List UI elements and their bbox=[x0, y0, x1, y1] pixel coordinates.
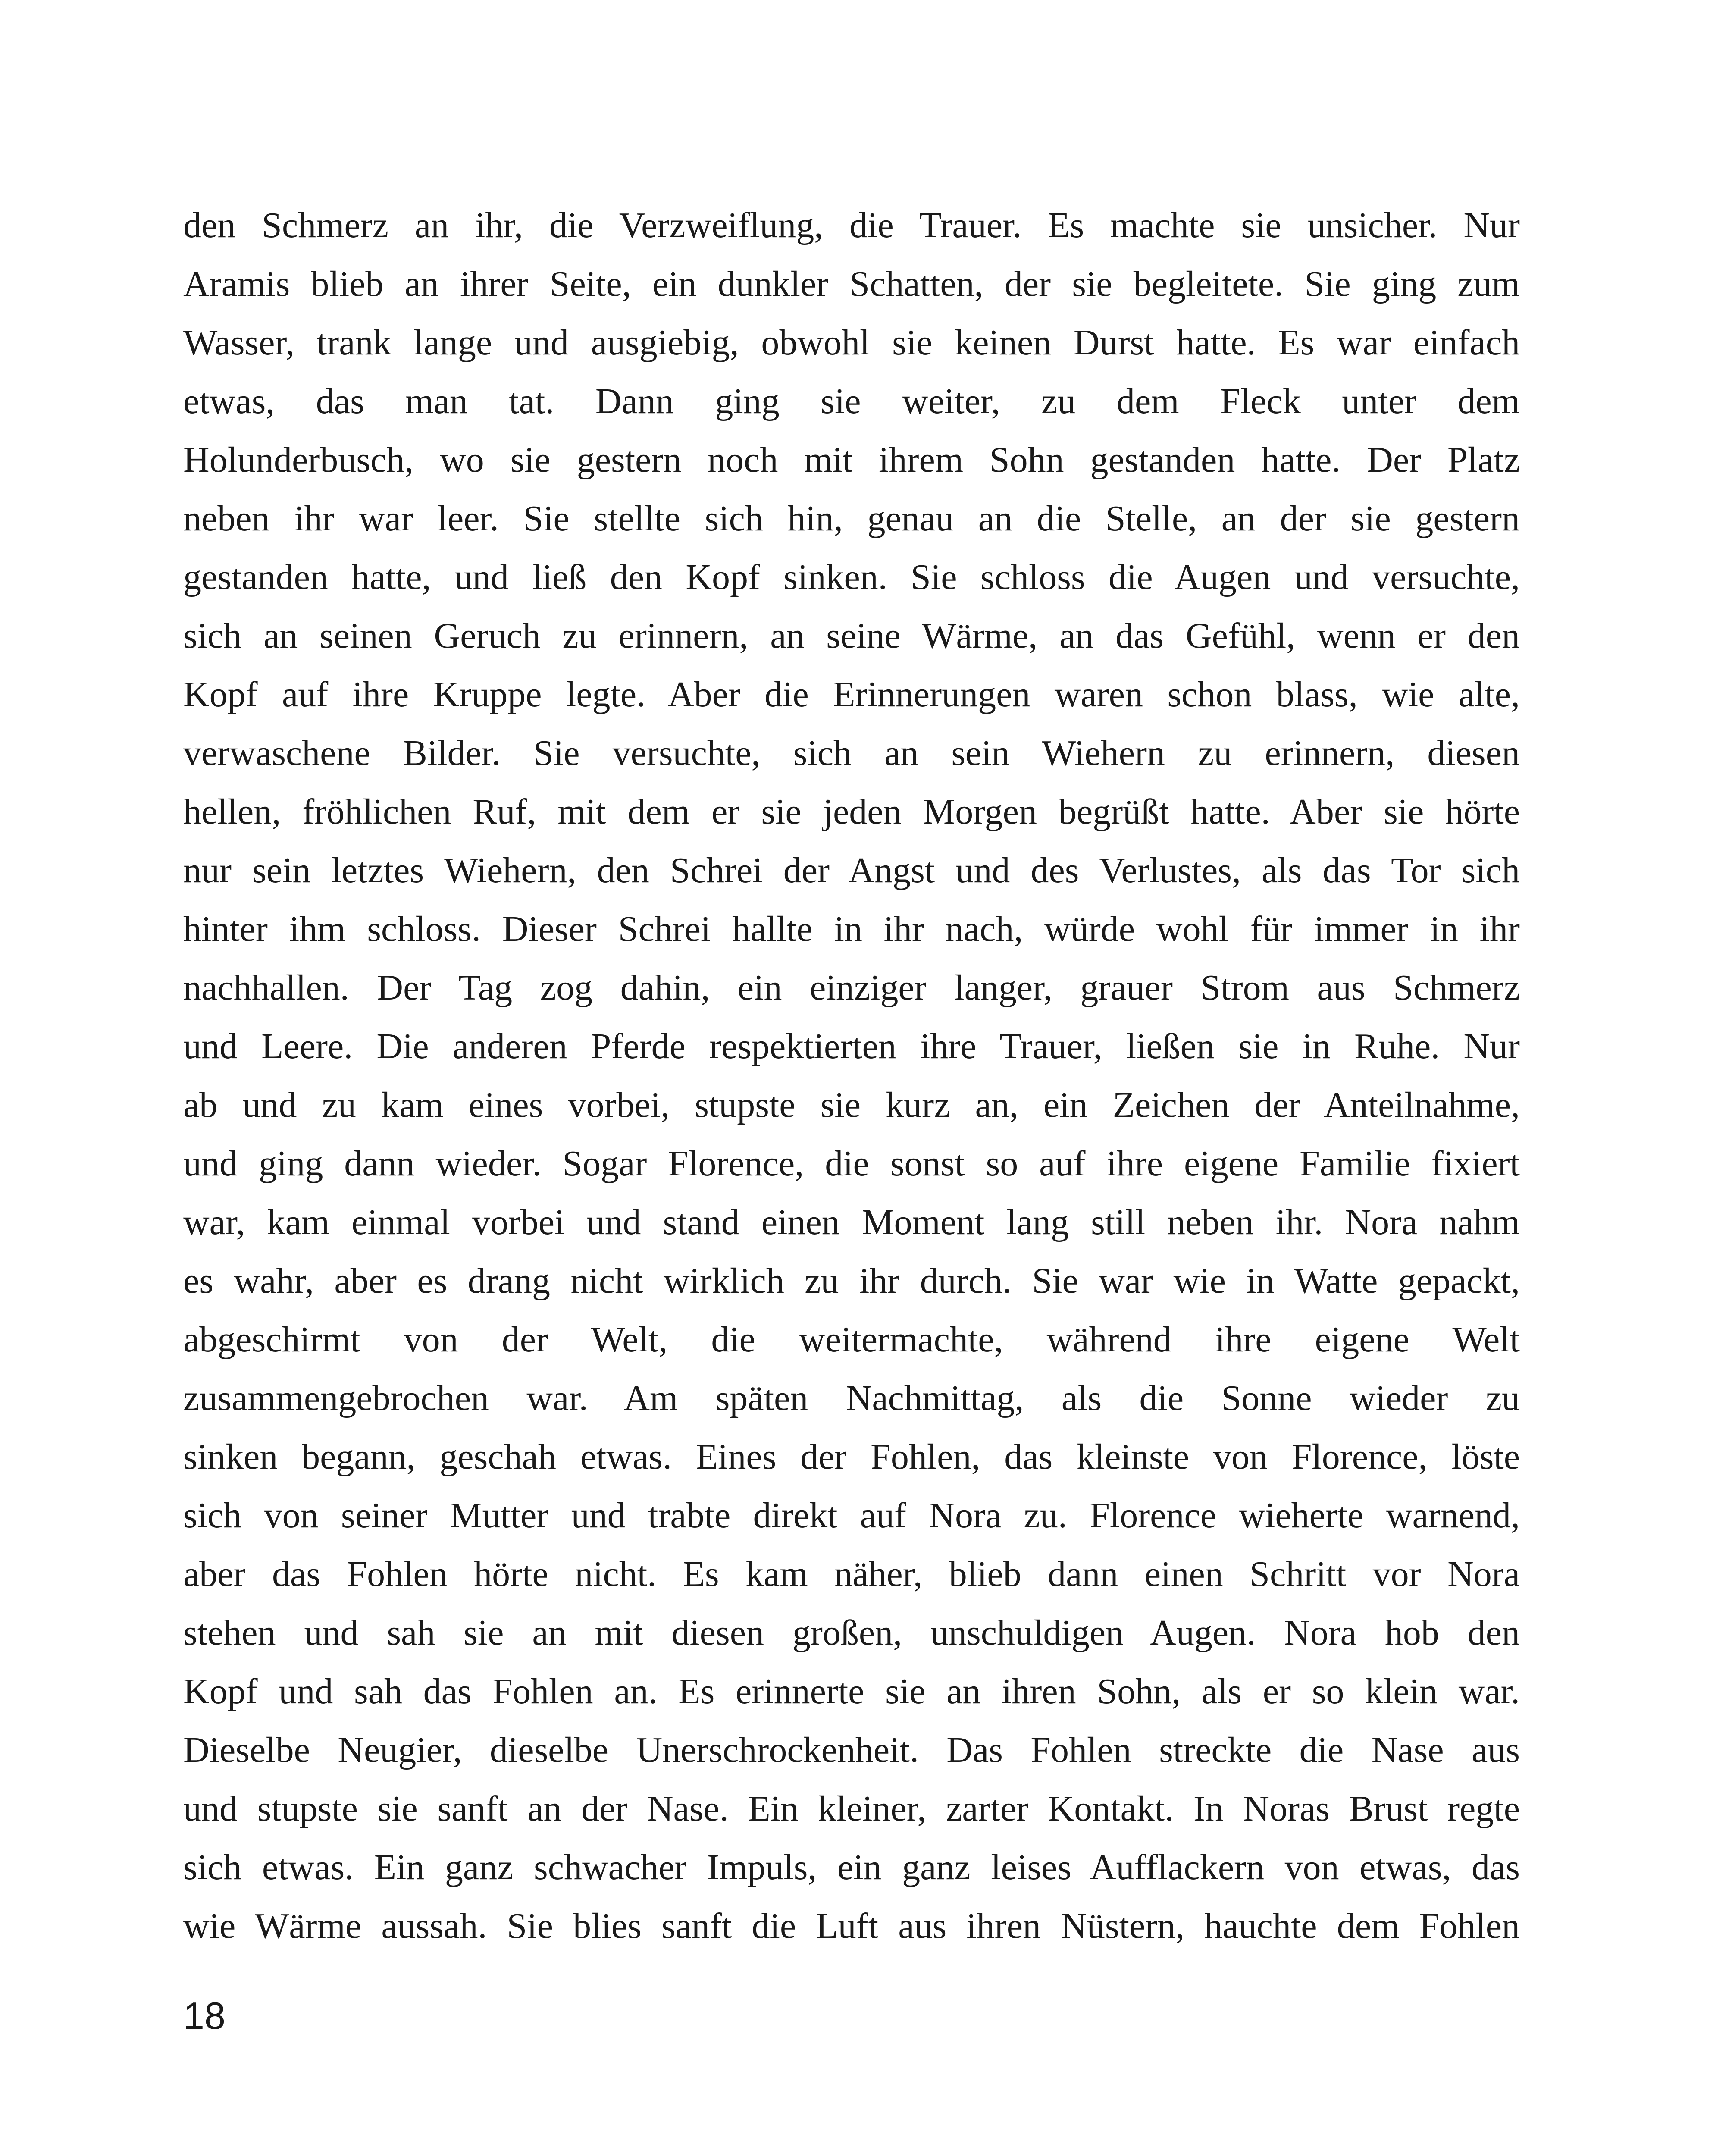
text-line: Holunderbusch, wo sie gestern noch mit ihrem Sohn gestanden hatte. Der Platz bbox=[183, 440, 1520, 480]
text-line: es wahr, aber es drang nicht wirklich zu ihr durch. Sie war wie in Watte gepackt, bbox=[183, 1261, 1520, 1301]
body-text bbox=[183, 196, 1520, 1955]
page-number: 18 bbox=[183, 1994, 226, 2037]
text-line: war, kam einmal vorbei und stand einen Moment lang still neben ihr. Nora nahm bbox=[183, 1202, 1520, 1242]
text-line: neben ihr war leer. Sie stellte sich hin, genau an die Stelle, an der sie gestern bbox=[183, 498, 1520, 539]
text-line: etwas, das man tat. Dann ging sie weiter, zu dem Fleck unter dem bbox=[183, 381, 1520, 421]
text-line: Kopf auf ihre Kruppe legte. Aber die Erinnerungen waren schon blass, wie alte, bbox=[183, 674, 1520, 714]
text-line: sinken begann, geschah etwas. Eines der Fohlen, das kleinste von Florence, löste bbox=[183, 1437, 1520, 1477]
text-line: zusammengebrochen war. Am späten Nachmittag, als die Sonne wieder zu bbox=[183, 1378, 1520, 1418]
text-line: stehen und sah sie an mit diesen großen, unschuldigen Augen. Nora hob den bbox=[183, 1613, 1520, 1653]
text-line: aber das Fohlen hörte nicht. Es kam näher, blieb dann einen Schritt vor Nora bbox=[183, 1554, 1520, 1594]
text-line: Aramis blieb an ihrer Seite, ein dunkler Schatten, der sie begleitete. Sie ging zum bbox=[183, 264, 1520, 304]
text-line: verwaschene Bilder. Sie versuchte, sich an sein Wiehern zu erinnern, diesen bbox=[183, 733, 1520, 773]
text-line: und ging dann wieder. Sogar Florence, die sonst so auf ihre eigene Familie fixiert bbox=[183, 1144, 1520, 1184]
text-line: Kopf und sah das Fohlen an. Es erinnerte sie an ihren Sohn, als er so klein war. bbox=[183, 1671, 1520, 1711]
text-line: nachhallen. Der Tag zog dahin, ein einziger langer, grauer Strom aus Schmerz bbox=[183, 968, 1520, 1008]
text-line: sich an seinen Geruch zu erinnern, an seine Wärme, an das Gefühl, wenn er den bbox=[183, 616, 1520, 656]
text-line: gestanden hatte, und ließ den Kopf sinken. Sie schloss die Augen und versuchte, bbox=[183, 557, 1520, 597]
text-line: Dieselbe Neugier, dieselbe Unerschrockenheit. Das Fohlen streckte die Nase aus bbox=[183, 1730, 1520, 1770]
text-line: und stupste sie sanft an der Nase. Ein kleiner, zarter Kontakt. In Noras Brust regte bbox=[183, 1789, 1520, 1829]
text-line: sich etwas. Ein ganz schwacher Impuls, ein ganz leises Aufflackern von etwas, das bbox=[183, 1847, 1520, 1887]
text-line: ab und zu kam eines vorbei, stupste sie kurz an, ein Zeichen der Anteilnahme, bbox=[183, 1085, 1520, 1125]
text-line: hellen, fröhlichen Ruf, mit dem er sie jeden Morgen begrüßt hatte. Aber sie hörte bbox=[183, 792, 1520, 832]
text-line: und Leere. Die anderen Pferde respektierten ihre Trauer, ließen sie in Ruhe. Nur bbox=[183, 1026, 1520, 1066]
text-line: abgeschirmt von der Welt, die weitermachte, während ihre eigene Welt bbox=[183, 1319, 1520, 1360]
text-line: sich von seiner Mutter und trabte direkt auf Nora zu. Florence wieherte warnend, bbox=[183, 1495, 1520, 1536]
text-line: nur sein letztes Wiehern, den Schrei der Angst und des Verlustes, als das Tor sich bbox=[183, 850, 1520, 890]
text-line: Wasser, trank lange und ausgiebig, obwohl sie keinen Durst hatte. Es war einfach bbox=[183, 323, 1520, 363]
text-line: den Schmerz an ihr, die Verzweiflung, die Trauer. Es machte sie unsicher. Nur bbox=[183, 205, 1520, 245]
text-line: hinter ihm schloss. Dieser Schrei hallte in ihr nach, würde wohl für immer in ihr bbox=[183, 909, 1520, 949]
text-line: wie Wärme aussah. Sie blies sanft die Luft aus ihren Nüstern, hauchte dem Fohlen bbox=[183, 1906, 1520, 1946]
